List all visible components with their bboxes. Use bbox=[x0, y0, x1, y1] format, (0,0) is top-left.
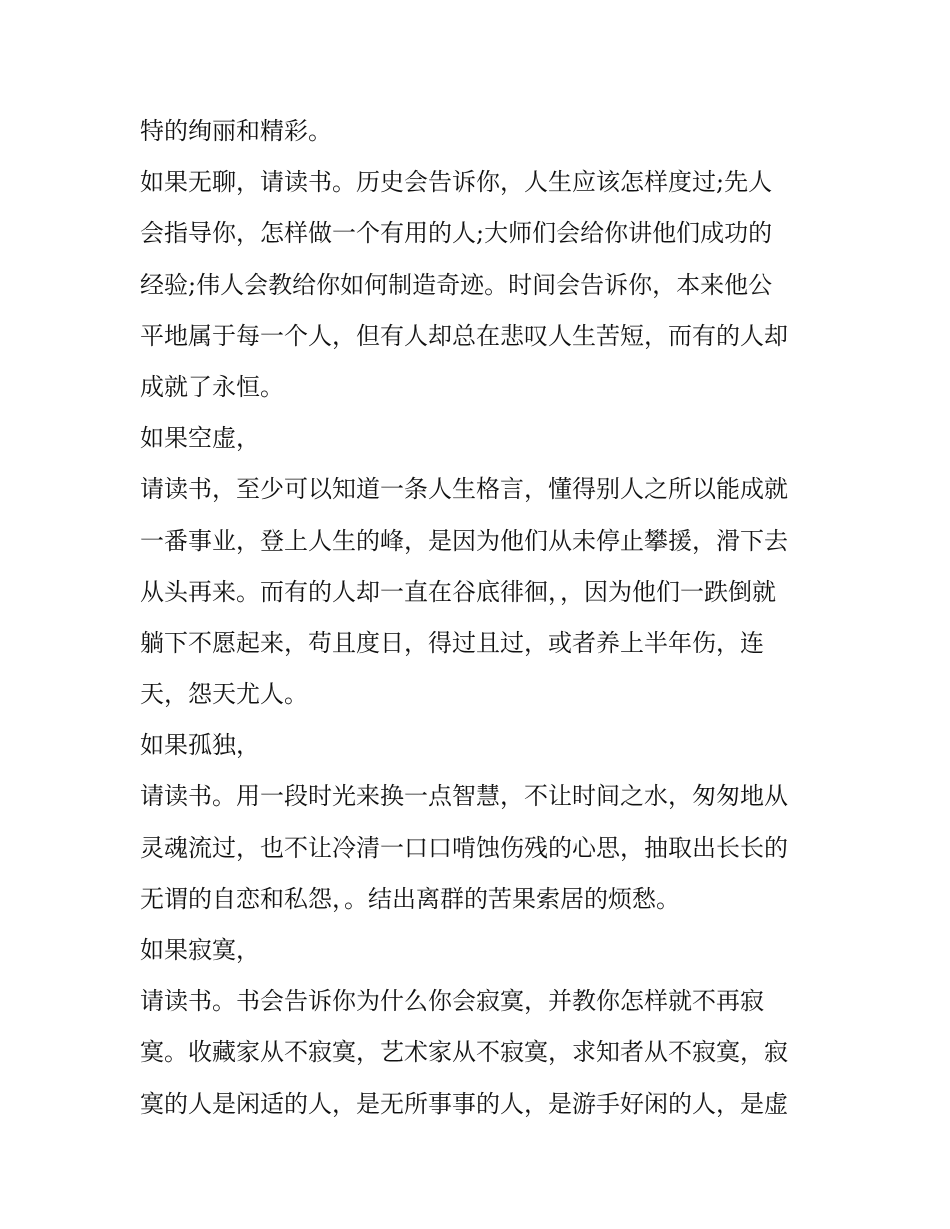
text-line: 如果空虚， bbox=[140, 424, 260, 453]
document-text-body bbox=[140, 108, 820, 1132]
text-line: 经验;伟人会教给你如何制造奇迹。时间会告诉你，本来他公 bbox=[140, 270, 773, 299]
text-line: 寞。收藏家从不寂寞，艺术家从不寂寞，求知者从不寂寞，寂 bbox=[140, 1038, 788, 1067]
text-line: 请读书。用一段时光来换一点智慧，不让时间之水，匆匆地从 bbox=[140, 782, 788, 811]
text-line: 请读书，至少可以知道一条人生格言，懂得别人之所以能成就 bbox=[140, 475, 788, 504]
text-line: 灵魂流过，也不让冷清一口口啃蚀伤残的心思，抽取出长长的 bbox=[140, 833, 788, 862]
text-line: 成就了永恒。 bbox=[140, 372, 284, 401]
text-line: 从头再来。而有的人却一直在谷底徘徊，，因为他们一跌倒就 bbox=[140, 577, 776, 606]
text-line: 如果寂寞， bbox=[140, 936, 260, 964]
text-line: 无谓的自恋和私怨，。结出离群的苦果索居的烦愁。 bbox=[140, 884, 680, 913]
text-line: 特的绚丽和精彩。 bbox=[140, 117, 332, 145]
text-line: 天，怨天尤人。 bbox=[140, 680, 308, 709]
text-line: 寞的人是闲适的人，是无所事事的人，是游手好闲的人，是虚 bbox=[140, 1089, 788, 1118]
text-line: 如果无聊，请读书。历史会告诉你，人生应该怎样度过;先人 bbox=[140, 168, 773, 197]
text-line: 请读书。书会告诉你为什么你会寂寞，并教你怎样就不再寂 bbox=[140, 987, 764, 1016]
text-line: 平地属于每一个人，但有人却总在悲叹人生苦短，而有的人却 bbox=[140, 321, 788, 350]
text-line: 躺下不愿起来，苟且度日，得过且过，或者养上半年伤，连 bbox=[140, 628, 764, 657]
text-line: 如果孤独， bbox=[140, 731, 260, 760]
text-line: 一番事业，登上人生的峰，是因为他们从未停止攀援，滑下去 bbox=[140, 526, 788, 555]
text-line: 会指导你，怎样做一个有用的人;大师们会给你讲他们成功的 bbox=[140, 219, 773, 248]
